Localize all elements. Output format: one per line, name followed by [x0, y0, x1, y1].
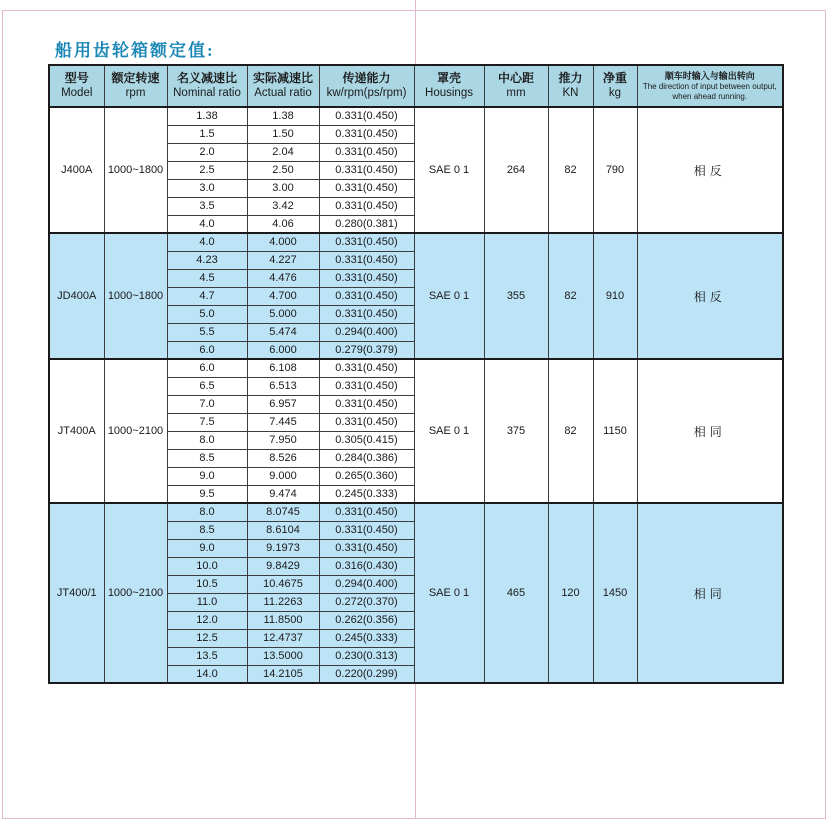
capacity-cell: 0.262(0.356) [319, 611, 414, 629]
nominal-ratio-cell: 4.23 [167, 251, 247, 269]
model-cell: JD400A [49, 233, 104, 359]
col-header-housings [414, 65, 484, 107]
header-row [49, 65, 783, 107]
capacity-cell: 0.331(0.450) [319, 359, 414, 377]
nominal-ratio-cell: 3.0 [167, 179, 247, 197]
nominal-ratio-cell: 4.0 [167, 215, 247, 233]
header-en: rpm [125, 86, 146, 99]
nominal-ratio-cell: 14.0 [167, 665, 247, 683]
actual-ratio-cell: 6.513 [247, 377, 319, 395]
thrust-cell: 82 [548, 107, 593, 233]
actual-ratio-cell: 9.474 [247, 485, 319, 503]
weight-cell: 910 [593, 233, 637, 359]
col-header-direction [637, 65, 783, 107]
header-zh: 型号 [64, 71, 89, 86]
nominal-ratio-cell: 10.5 [167, 575, 247, 593]
actual-ratio-cell: 14.2105 [247, 665, 319, 683]
thrust-cell: 82 [548, 233, 593, 359]
rpm-cell: 1000~1800 [104, 107, 167, 233]
actual-ratio-cell: 10.4675 [247, 575, 319, 593]
capacity-cell: 0.230(0.313) [319, 647, 414, 665]
housing-cell: SAE 0 1 [414, 359, 484, 503]
capacity-cell: 0.265(0.360) [319, 467, 414, 485]
header-zh: 中心距 [497, 71, 534, 86]
col-header-actual-ratio [247, 65, 319, 107]
header-en: Actual ratio [254, 86, 312, 99]
page-title: 船用齿轮箱额定值: [55, 41, 215, 60]
actual-ratio-cell: 2.04 [247, 143, 319, 161]
rpm-cell: 1000~2100 [104, 359, 167, 503]
nominal-ratio-cell: 13.5 [167, 647, 247, 665]
nominal-ratio-cell: 12.0 [167, 611, 247, 629]
capacity-cell: 0.220(0.299) [319, 665, 414, 683]
header-zh: 净重 [602, 71, 627, 86]
header-zh: 传递能力 [342, 71, 391, 86]
capacity-cell: 0.331(0.450) [319, 503, 414, 521]
actual-ratio-cell: 11.8500 [247, 611, 319, 629]
nominal-ratio-cell: 2.5 [167, 161, 247, 179]
actual-ratio-cell: 7.445 [247, 413, 319, 431]
direction-cell: 相反 [637, 107, 783, 233]
model-cell: J400A [49, 107, 104, 233]
actual-ratio-cell: 5.000 [247, 305, 319, 323]
nominal-ratio-cell: 4.5 [167, 269, 247, 287]
capacity-cell: 0.245(0.333) [319, 485, 414, 503]
ratio-row [49, 359, 783, 377]
actual-ratio-cell: 6.957 [247, 395, 319, 413]
actual-ratio-cell: 9.000 [247, 467, 319, 485]
col-header-center-distance [484, 65, 548, 107]
actual-ratio-cell: 8.526 [247, 449, 319, 467]
capacity-cell: 0.272(0.370) [319, 593, 414, 611]
nominal-ratio-cell: 12.5 [167, 629, 247, 647]
nominal-ratio-cell: 5.0 [167, 305, 247, 323]
actual-ratio-cell: 11.2263 [247, 593, 319, 611]
center-distance-cell: 264 [484, 107, 548, 233]
capacity-cell: 0.331(0.450) [319, 233, 414, 251]
col-header-thrust [548, 65, 593, 107]
nominal-ratio-cell: 10.0 [167, 557, 247, 575]
header-zh: 名义减速比 [176, 71, 237, 86]
actual-ratio-cell: 5.474 [247, 323, 319, 341]
ratio-row [49, 233, 783, 251]
capacity-cell: 0.331(0.450) [319, 161, 414, 179]
housing-cell: SAE 0 1 [414, 107, 484, 233]
rpm-cell: 1000~2100 [104, 503, 167, 683]
ratio-row [49, 503, 783, 521]
nominal-ratio-cell: 2.0 [167, 143, 247, 161]
nominal-ratio-cell: 6.5 [167, 377, 247, 395]
capacity-cell: 0.294(0.400) [319, 575, 414, 593]
actual-ratio-cell: 4.06 [247, 215, 319, 233]
model-cell: JT400A [49, 359, 104, 503]
center-distance-cell: 375 [484, 359, 548, 503]
header-zh: 罩壳 [436, 71, 461, 86]
nominal-ratio-cell: 1.38 [167, 107, 247, 125]
housing-cell: SAE 0 1 [414, 233, 484, 359]
capacity-cell: 0.331(0.450) [319, 197, 414, 215]
header-en: kg [608, 86, 622, 99]
actual-ratio-cell: 3.42 [247, 197, 319, 215]
header-en: KN [562, 86, 579, 99]
capacity-cell: 0.331(0.450) [319, 287, 414, 305]
nominal-ratio-cell: 4.7 [167, 287, 247, 305]
capacity-cell: 0.331(0.450) [319, 395, 414, 413]
capacity-cell: 0.331(0.450) [319, 107, 414, 125]
capacity-cell: 0.331(0.450) [319, 143, 414, 161]
header-zh: 推力 [558, 71, 583, 86]
actual-ratio-cell: 9.1973 [247, 539, 319, 557]
header-en: mm [506, 86, 526, 99]
actual-ratio-cell: 3.00 [247, 179, 319, 197]
col-header-rpm [104, 65, 167, 107]
capacity-cell: 0.305(0.415) [319, 431, 414, 449]
capacity-cell: 0.280(0.381) [319, 215, 414, 233]
nominal-ratio-cell: 5.5 [167, 323, 247, 341]
nominal-ratio-cell: 8.5 [167, 449, 247, 467]
actual-ratio-cell: 4.476 [247, 269, 319, 287]
nominal-ratio-cell: 8.5 [167, 521, 247, 539]
model-cell: JT400/1 [49, 503, 104, 683]
actual-ratio-cell: 1.38 [247, 107, 319, 125]
actual-ratio-cell: 6.108 [247, 359, 319, 377]
col-header-model [49, 65, 104, 107]
capacity-cell: 0.331(0.450) [319, 521, 414, 539]
actual-ratio-cell: 8.0745 [247, 503, 319, 521]
rpm-cell: 1000~1800 [104, 233, 167, 359]
capacity-cell: 0.316(0.430) [319, 557, 414, 575]
capacity-cell: 0.331(0.450) [319, 251, 414, 269]
actual-ratio-cell: 6.000 [247, 341, 319, 359]
col-header-capacity [319, 65, 414, 107]
gearbox-rating-table [48, 64, 784, 684]
capacity-cell: 0.331(0.450) [319, 305, 414, 323]
nominal-ratio-cell: 9.0 [167, 539, 247, 557]
direction-cell: 相反 [637, 233, 783, 359]
thrust-cell: 120 [548, 503, 593, 683]
nominal-ratio-cell: 8.0 [167, 503, 247, 521]
nominal-ratio-cell: 11.0 [167, 593, 247, 611]
nominal-ratio-cell: 3.5 [167, 197, 247, 215]
actual-ratio-cell: 7.950 [247, 431, 319, 449]
header-en: Housings [425, 86, 473, 99]
actual-ratio-cell: 13.5000 [247, 647, 319, 665]
actual-ratio-cell: 4.227 [247, 251, 319, 269]
col-header-nominal-ratio [167, 65, 247, 107]
header-zh: 额定转速 [111, 71, 160, 86]
direction-cell: 相同 [637, 359, 783, 503]
capacity-cell: 0.245(0.333) [319, 629, 414, 647]
nominal-ratio-cell: 9.0 [167, 467, 247, 485]
thrust-cell: 82 [548, 359, 593, 503]
capacity-cell: 0.331(0.450) [319, 269, 414, 287]
nominal-ratio-cell: 8.0 [167, 431, 247, 449]
header-en: Nominal ratio [173, 86, 241, 99]
capacity-cell: 0.331(0.450) [319, 413, 414, 431]
center-distance-cell: 355 [484, 233, 548, 359]
nominal-ratio-cell: 4.0 [167, 233, 247, 251]
nominal-ratio-cell: 6.0 [167, 341, 247, 359]
nominal-ratio-cell: 7.5 [167, 413, 247, 431]
header-en: Model [61, 86, 93, 99]
header-en: The direction of input between output, when ahead running. [642, 82, 777, 101]
weight-cell: 1150 [593, 359, 637, 503]
actual-ratio-cell: 9.8429 [247, 557, 319, 575]
nominal-ratio-cell: 9.5 [167, 485, 247, 503]
capacity-cell: 0.331(0.450) [319, 179, 414, 197]
capacity-cell: 0.331(0.450) [319, 125, 414, 143]
actual-ratio-cell: 4.700 [247, 287, 319, 305]
capacity-cell: 0.331(0.450) [319, 377, 414, 395]
center-distance-cell: 465 [484, 503, 548, 683]
capacity-cell: 0.284(0.386) [319, 449, 414, 467]
actual-ratio-cell: 8.6104 [247, 521, 319, 539]
nominal-ratio-cell: 7.0 [167, 395, 247, 413]
header-zh: 顺车时输入与输出转向 [664, 70, 755, 81]
nominal-ratio-cell: 6.0 [167, 359, 247, 377]
actual-ratio-cell: 4.000 [247, 233, 319, 251]
capacity-cell: 0.279(0.379) [319, 341, 414, 359]
actual-ratio-cell: 2.50 [247, 161, 319, 179]
capacity-cell: 0.331(0.450) [319, 539, 414, 557]
direction-cell: 相同 [637, 503, 783, 683]
actual-ratio-cell: 1.50 [247, 125, 319, 143]
header-en: kw/rpm(ps/rpm) [326, 86, 407, 99]
ratio-row [49, 107, 783, 125]
housing-cell: SAE 0 1 [414, 503, 484, 683]
header-zh: 实际减速比 [252, 71, 313, 86]
weight-cell: 1450 [593, 503, 637, 683]
capacity-cell: 0.294(0.400) [319, 323, 414, 341]
weight-cell: 790 [593, 107, 637, 233]
actual-ratio-cell: 12.4737 [247, 629, 319, 647]
col-header-weight [593, 65, 637, 107]
nominal-ratio-cell: 1.5 [167, 125, 247, 143]
